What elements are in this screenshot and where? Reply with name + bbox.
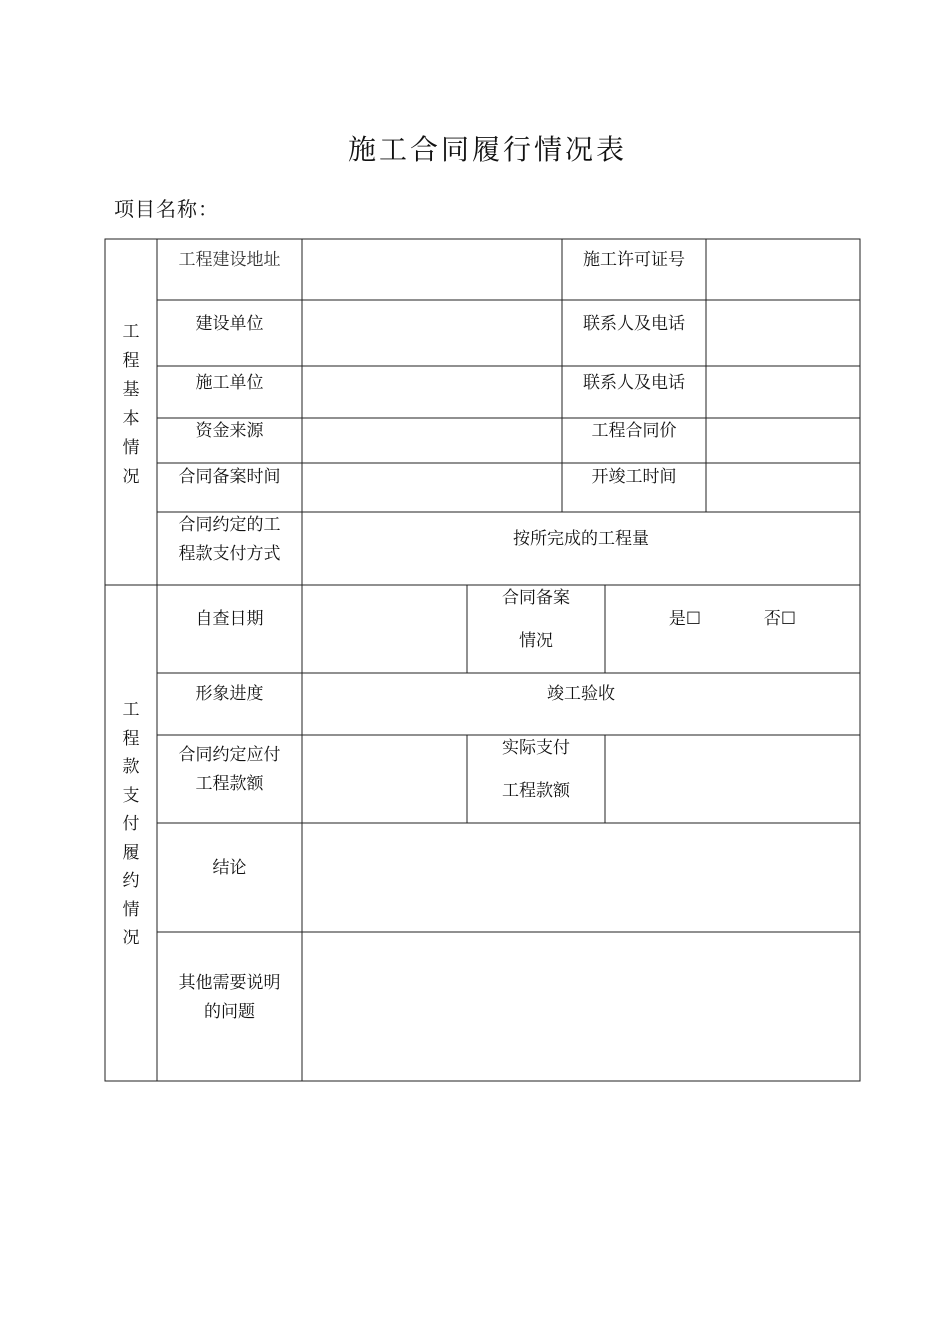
contractor-label: 施工单位 [195,373,264,393]
builder-contact-label: 联系人及电话 [583,314,685,334]
label-char: 情 [122,899,140,920]
payment-method-value: 按所完成的工程量 [513,529,649,549]
label-char: 款 [122,757,140,777]
payment-method-label-line: 程款支付方式 [178,544,281,564]
label-char: 情 [122,438,140,458]
filing-status-label-line: 情况 [519,631,553,651]
label-char: 工 [122,322,140,342]
address-label: 工程建设地址 [178,250,281,270]
label-char: 基 [122,380,140,400]
label-char: 况 [122,467,140,487]
label-char: 本 [122,409,140,429]
other-issues-label [157,969,302,1027]
conclusion-label: 结论 [212,858,247,878]
filing-status-label-line: 合同备案 [502,588,570,608]
page-title: 施工合同履行情况表 [347,133,627,166]
section-payment-label [105,696,157,953]
progress-label: 形象进度 [195,684,264,704]
actual-payment-label-line: 工程款额 [502,781,570,801]
label-char: 支 [122,785,140,806]
label-char: 况 [122,928,140,948]
permit-label: 施工许可证号 [583,250,685,270]
no-checkbox[interactable]: 否☐ [763,609,797,629]
progress-value: 竣工验收 [547,684,615,704]
label-char: 约 [122,871,140,891]
label-char: 程 [122,351,140,371]
agreed-payment-label-line: 合同约定应付 [178,745,281,765]
yes-checkbox[interactable]: 是☐ [668,609,702,629]
funding-label: 资金来源 [195,421,264,441]
filing-time-label: 合同备案时间 [178,467,281,487]
agreed-payment-label [157,741,302,799]
section-basic-info-label [105,318,157,492]
actual-payment-label-line: 实际支付 [502,738,570,758]
payment-method-label-line: 合同约定的工 [178,515,281,535]
label-char: 工 [122,700,140,720]
contract-price-label: 工程合同价 [591,421,677,441]
other-issues-label-line: 其他需要说明 [178,973,281,993]
builder-label: 建设单位 [195,314,264,334]
agreed-payment-label-line: 工程款额 [195,774,264,794]
contractor-contact-label: 联系人及电话 [583,373,685,393]
payment-method-label [157,511,302,569]
start-finish-label: 开竣工时间 [591,467,677,487]
label-char: 程 [122,728,140,749]
label-char: 履 [122,842,140,863]
other-issues-label-line: 的问题 [204,1002,255,1022]
label-char: 付 [122,814,140,834]
check-date-label: 自查日期 [195,609,264,629]
project-name-label: 项目名称： [114,197,219,221]
